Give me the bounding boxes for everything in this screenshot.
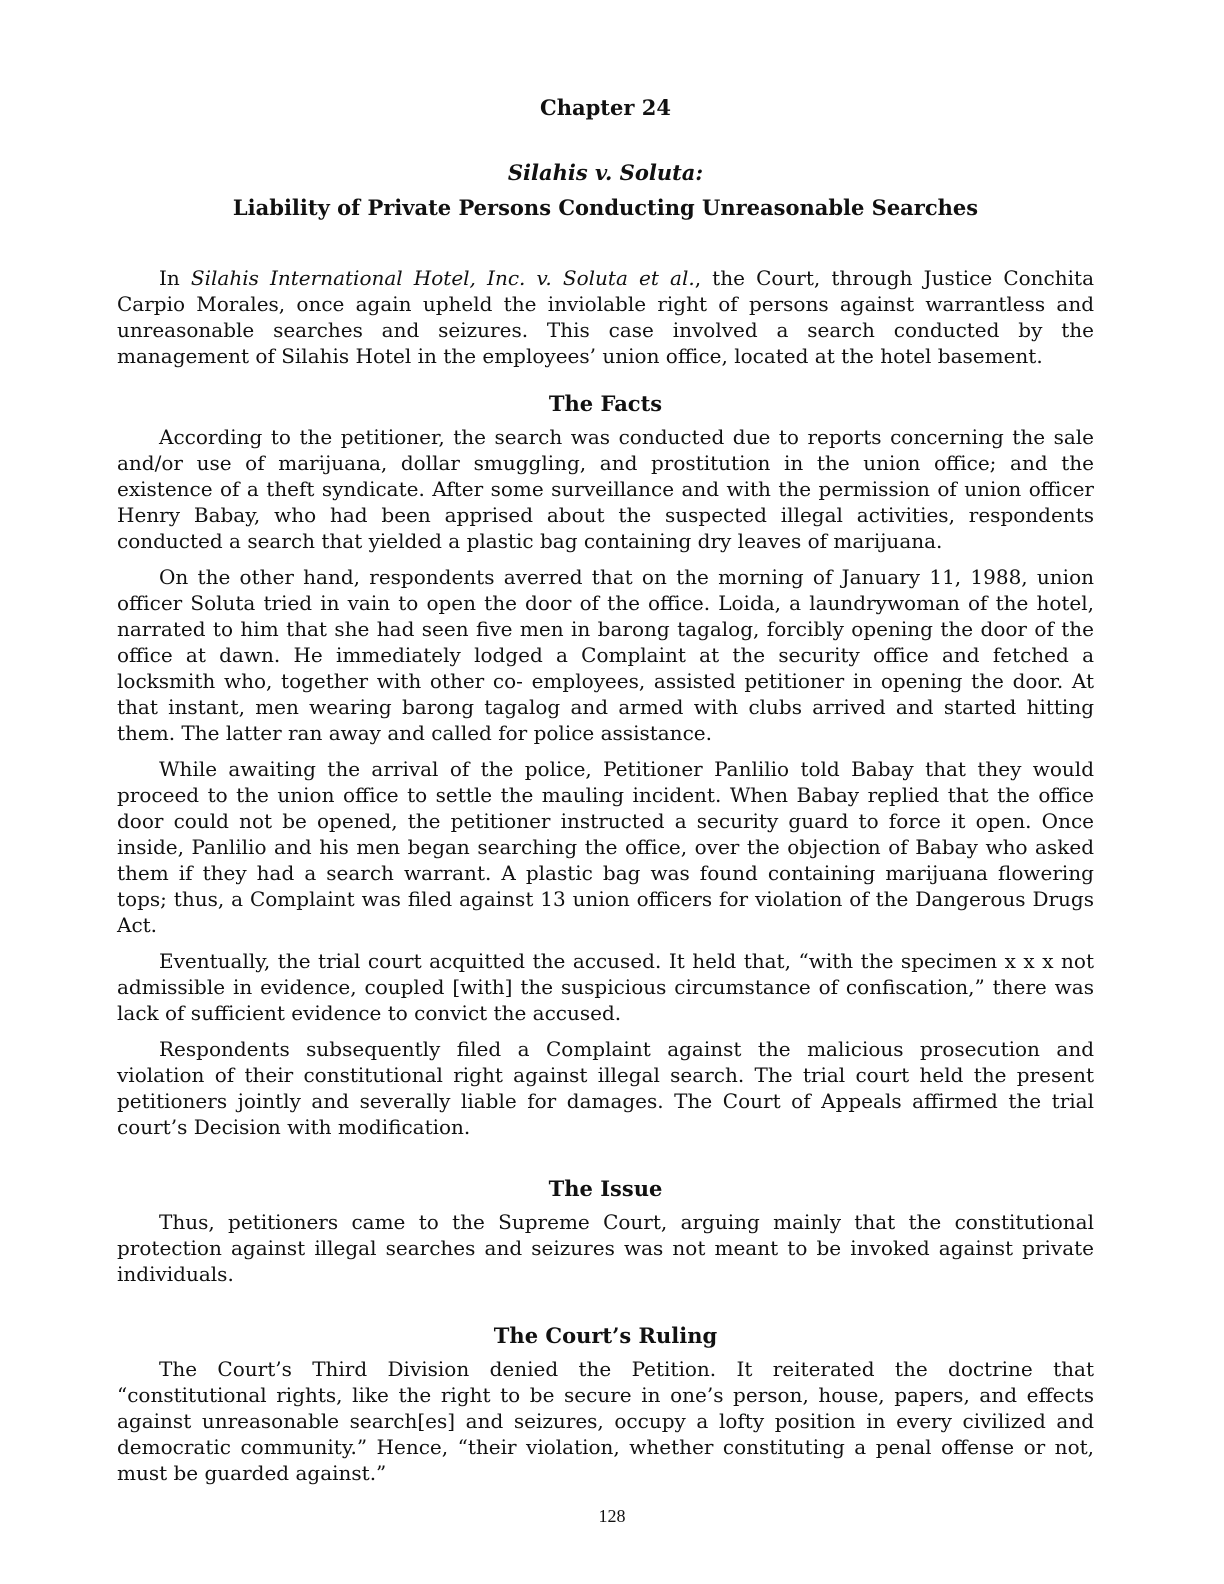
issue-paragraph: Thus, petitioners came to the Supreme Court, arguing mainly that the constitutional protection against illegal searches and seizures was not meant to be invoked against private individuals. [117, 1210, 1094, 1286]
case-title: Silahis v. Soluta: [507, 160, 704, 185]
document-page [117, 95, 1094, 1496]
intro-text: , the Court, through Justice Conchita Carpio Morales, once again upheld the inviolable right of persons against warrantless and unreasonable searches and seizures. This case involved a search conducted by the management of Silahis Hotel in the employees’ union office, located at the hotel basement. [117, 266, 1094, 368]
facts-paragraph-1: According to the petitioner, the search was conducted due to reports concerning the sale and/or use of marijuana, dollar smuggling, and prostitution in the union office; and the existence of a theft syndicate. After some surveillance and with the permission of union officer Henry Babay, who had been apprised about the suspected illegal activities, respondents conducted a search that yielded a plastic bag containing dry leaves of marijuana. [117, 425, 1094, 553]
case-name: Silahis International Hotel, Inc. v. Soluta et al. [190, 266, 695, 290]
ruling-paragraph: The Court’s Third Division denied the Petition. It reiterated the doctrine that “constitutional rights, like the right to be secure in one’s person, house, papers, and effects against unreasonable search[es] and seizures, occupy a lofty position in every civilized and democratic community.” Hence, “their violation, whether constituting a penal offense or not, must be guarded against.” [117, 1357, 1094, 1485]
intro-prefix: In [159, 266, 191, 290]
facts-paragraph-2: On the other hand, respondents averred that on the morning of January 11, 1988, union officer Soluta tried in vain to open the door of the office. Loida, a laundrywoman of the hotel, narrated to him that she had seen five men in barong tagalog, forcibly opening the door of the office at dawn. He immediately lodged a Complaint at the security office and fetched a locksmith who, together with other co- employees, assisted petitioner in opening the door. At that instant, men wearing barong tagalog and armed with clubs arrived and started hitting them. The latter ran away and called for police assistance. [117, 565, 1094, 745]
chapter-subtitle: Liability of Private Persons Conducting Unreasonable Searches [232, 195, 979, 220]
facts-paragraph-3: While awaiting the arrival of the police, Petitioner Panlilio told Babay that they would proceed to the union office to settle the mauling incident. When Babay replied that the office door could not be opened, the petitioner instructed a security guard to force it open. Once inside, Panlilio and his men began searching the office, over the objection of Babay who asked them if they had a search warrant. A plastic bag was found containing marijuana flowering tops; thus, a Complaint was filed against 13 union officers for violation of the Dangerous Drugs Act. [117, 757, 1094, 937]
section-heading-issue: The Issue [548, 1176, 663, 1201]
facts-paragraph-4: Eventually, the trial court acquitted the accused. It held that, “with the specimen x x x not admissible in evidence, coupled [with] the suspicious circumstance of confiscation,” there was lack of sufficient evidence to convict the accused. [117, 949, 1094, 1025]
section-heading-ruling: The Court’s Ruling [493, 1323, 718, 1348]
facts-paragraph-5: Respondents subsequently filed a Complaint against the malicious prosecution and violation of their constitutional right against illegal search. The trial court held the present petitioners jointly and severally liable for damages. The Court of Appeals affirmed the trial court’s Decision with modification. [117, 1037, 1094, 1139]
section-heading-facts: The Facts [548, 391, 663, 416]
chapter-title: Chapter 24 [540, 95, 671, 120]
page-number: 128 [598, 1506, 626, 1526]
intro-paragraph [117, 265, 1094, 369]
